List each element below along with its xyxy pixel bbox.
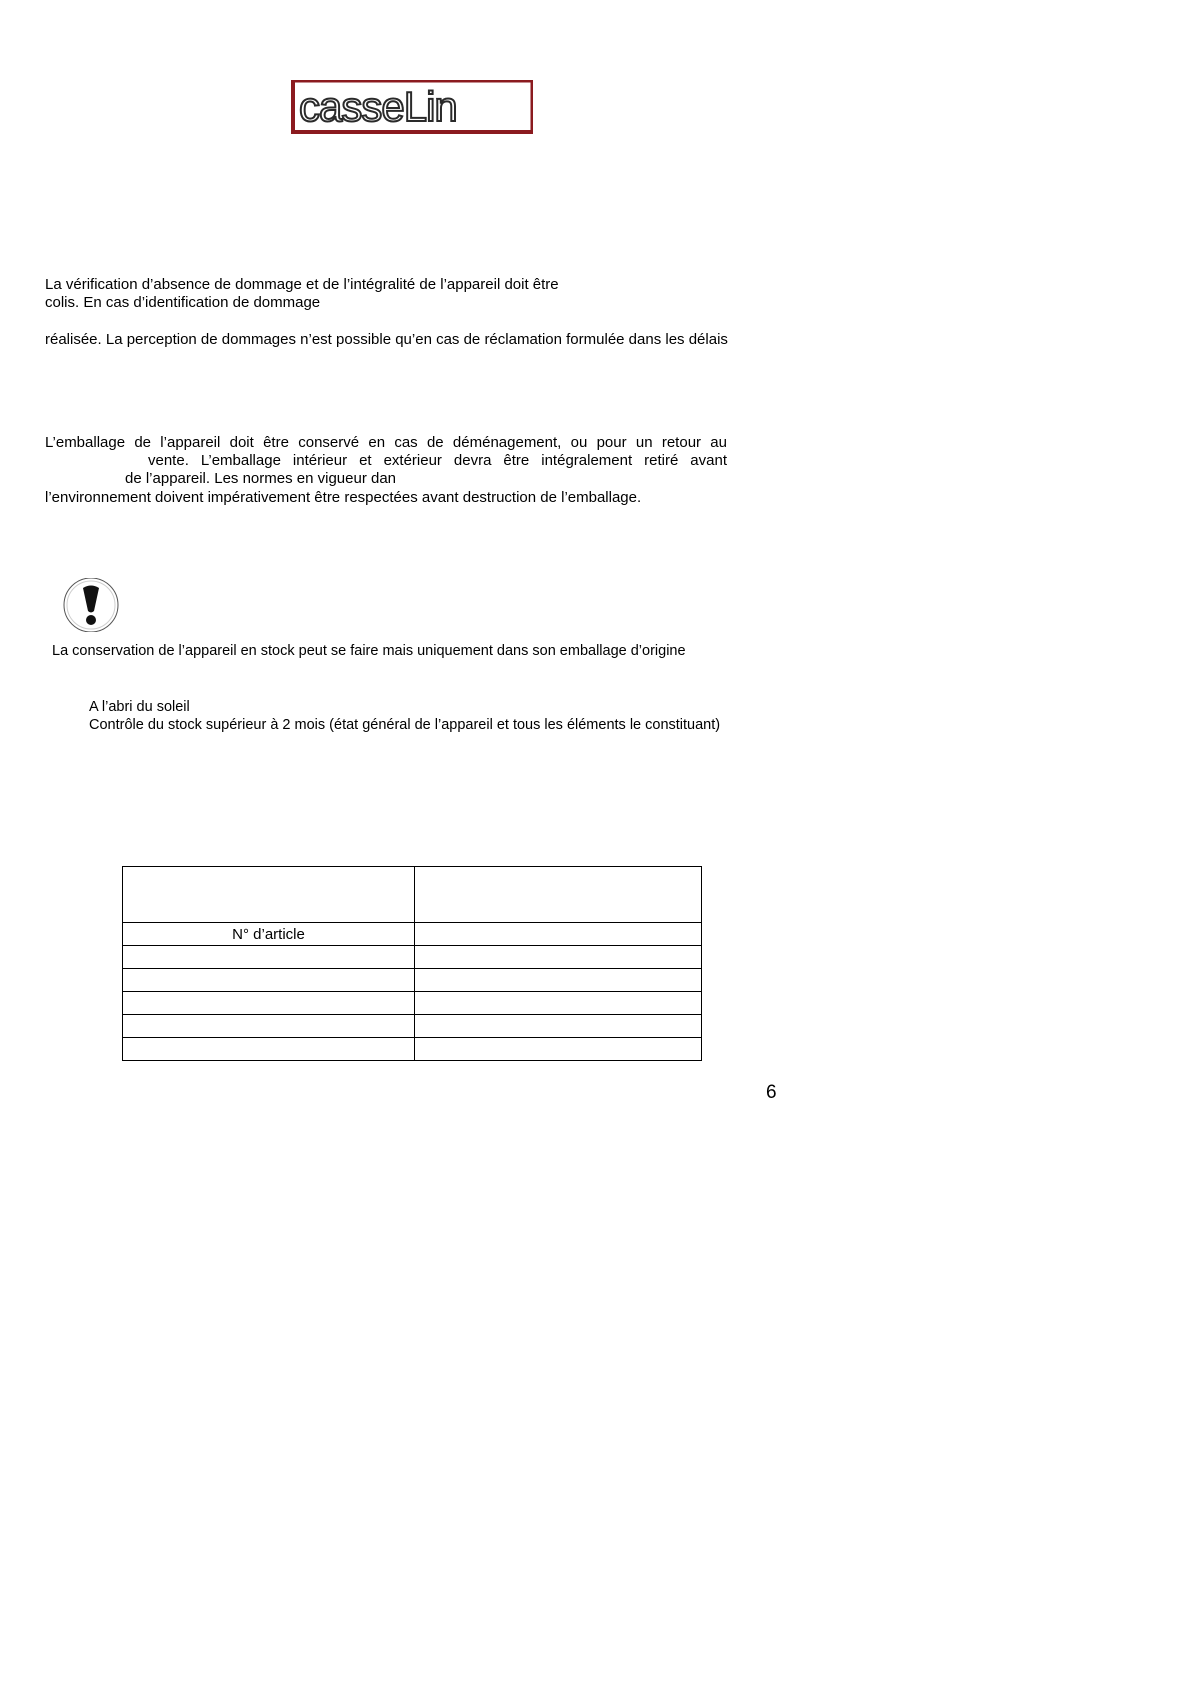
table-row <box>123 992 702 1015</box>
storage-item-sun: A l’abri du soleil <box>89 699 190 715</box>
paragraph-packaging-line-4: l’environnement doivent impérativement être respectées avant destruction de l’emballage. <box>45 489 642 506</box>
product-info-table <box>122 866 702 1061</box>
table-cell <box>123 867 415 923</box>
table-cell <box>123 969 415 992</box>
table-cell <box>123 1038 415 1061</box>
paragraph-packaging-line-3: de l’appareil. Les normes en vigueur dan <box>125 470 397 487</box>
table-cell <box>123 992 415 1015</box>
table-cell <box>123 1015 415 1038</box>
storage-item-stock-control: Contrôle du stock supérieur à 2 mois (état général de l’appareil et tous les éléments le constituant) <box>89 717 721 733</box>
logo-graphic <box>291 80 533 134</box>
paragraph-packaging-line-2: vente. L’emballage intérieur et extérieur devra être intégralement retiré avant <box>148 452 727 469</box>
page-number: 6 <box>766 1082 777 1103</box>
article-number-value <box>415 923 702 946</box>
table-cell <box>415 946 702 969</box>
paragraph-verification-line-1: La vérification d’absence de dommage et de l’intégralité de l’appareil doit être <box>45 276 559 293</box>
table-cell <box>415 992 702 1015</box>
logo-text: casseLin <box>299 83 457 130</box>
paragraph-packaging-line-1: L’emballage de l’appareil doit être conservé en cas de déménagement, ou pour un retour au <box>45 434 727 451</box>
table-cell <box>415 867 702 923</box>
table-cell <box>415 1015 702 1038</box>
paragraph-verification-line-3: réalisée. La perception de dommages n’est possible qu’en cas de réclamation formulée dans les délais <box>45 331 728 348</box>
table-row <box>123 946 702 969</box>
storage-warning-text: La conservation de l’appareil en stock peut se faire mais uniquement dans son emballage d’origine <box>52 643 686 659</box>
table-header-row <box>123 867 702 923</box>
table-row <box>123 1038 702 1061</box>
casselin-logo <box>291 80 533 134</box>
article-number-label: N° d’article <box>123 923 415 946</box>
table-cell <box>415 969 702 992</box>
table-cell <box>415 1038 702 1061</box>
table-cell <box>123 946 415 969</box>
exclamation-icon <box>59 578 123 632</box>
table-row <box>123 923 702 946</box>
paragraph-verification-line-2: colis. En cas d’identification de dommage <box>45 294 321 311</box>
table-row <box>123 1015 702 1038</box>
table-row <box>123 969 702 992</box>
